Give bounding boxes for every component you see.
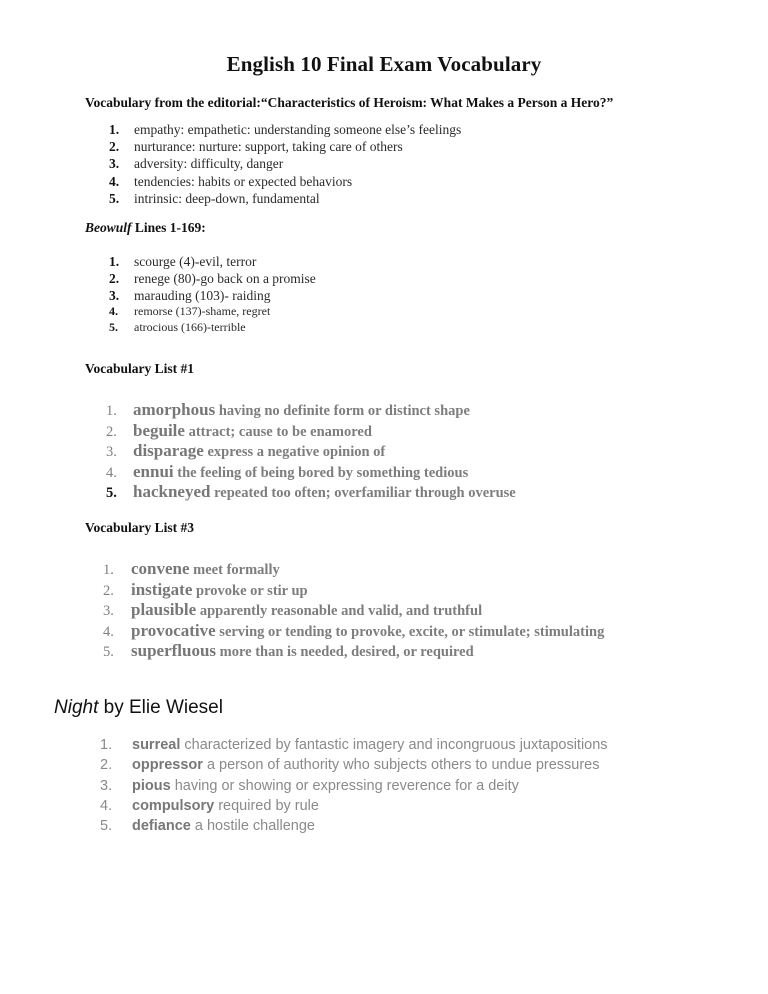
vocab-entry: nurturance: nurture: support, taking care of others	[134, 139, 403, 155]
list-item: 4. ennui the feeling of being bored by something tedious	[106, 461, 469, 481]
vocab-word: plausible	[131, 600, 197, 619]
list-item: 4. compulsory required by rule	[100, 797, 319, 814]
vocab-word: disparage	[133, 441, 204, 460]
vocab-word: superfluous	[131, 641, 217, 660]
list-item: 2. beguile attract; cause to be enamored	[106, 420, 372, 440]
vocab-word: amorphous	[133, 400, 216, 419]
list-item: 1. scourge (4)-evil, terror	[109, 254, 257, 269]
list-item: 2. oppressor a person of authority who subjects others to undue pressures	[100, 757, 600, 774]
list-item: 5. defiance a hostile challenge	[100, 818, 315, 835]
editorial-vocab-list	[109, 121, 461, 207]
vocab-definition: more than is needed, desired, or required	[216, 644, 474, 660]
list-item: 4. tendencies: habits or expected behaviors	[109, 173, 353, 189]
vocab-entry: atrocious (166)-terrible	[134, 319, 246, 334]
vocab-definition: express a negative opinion of	[203, 444, 386, 460]
list-item: 1. convene meet formally	[103, 559, 280, 578]
vocab-word: hackneyed	[133, 482, 211, 501]
list-item: 5. hackneyed repeated too often; overfamiliar through overuse	[106, 482, 516, 501]
vocab-entry: scourge (4)-evil, terror	[134, 254, 257, 269]
vocab-definition: apparently reasonable and valid, and truthful	[196, 603, 483, 619]
list-item: 4. remorse (137)-shame, regret	[109, 304, 271, 318]
vocab-entry: intrinsic: deep-down, fundamental	[134, 190, 320, 206]
night-heading: Night by Elie Wiesel	[54, 697, 223, 718]
editorial-heading: Vocabulary from the editorial:“Characteristics of Heroism: What Makes a Person a Hero?”	[85, 95, 614, 110]
vocab-list-3	[103, 559, 604, 662]
vocab-definition: a hostile challenge	[190, 818, 315, 835]
list-item: 2. instigate provoke or stir up	[103, 579, 308, 599]
list-item: 5. intrinsic: deep-down, fundamental	[109, 190, 320, 206]
vocab-word: ennui	[133, 461, 174, 481]
vocab-definition: repeated too often; overfamiliar through overuse	[210, 485, 516, 501]
vocab-entry: adversity: difficulty, danger	[134, 156, 284, 172]
vocab-definition: a person of authority who subjects others to undue pressures	[202, 757, 600, 774]
page-title: English 10 Final Exam Vocabulary	[226, 52, 542, 76]
list-item: 3. marauding (103)- raiding	[109, 288, 271, 303]
vocab-word: instigate	[131, 579, 193, 599]
list-item: 2. renege (80)-go back on a promise	[109, 271, 316, 286]
list-item: 3. adversity: difficulty, danger	[109, 156, 284, 172]
vocab-entry: remorse (137)-shame, regret	[134, 304, 271, 318]
list-item: 5. superfluous more than is needed, desired, or required	[103, 641, 474, 660]
vocab-word: provocative	[131, 620, 216, 640]
vocab-entry: renege (80)-go back on a promise	[134, 271, 316, 286]
vocab-list-3-heading: Vocabulary List #3	[85, 520, 195, 535]
vocab-word: surreal	[132, 737, 181, 753]
list-item: 3. disparage express a negative opinion of	[106, 441, 386, 460]
list-item: 2. nurturance: nurture: support, taking care of others	[109, 139, 403, 155]
vocab-word: oppressor	[132, 757, 203, 774]
list-item: 3. plausible apparently reasonable and valid, and truthful	[103, 600, 483, 619]
vocab-definition: required by rule	[214, 797, 319, 814]
vocab-definition: serving or tending to provoke, excite, or stimulate; stimulating	[215, 623, 605, 640]
vocab-definition: characterized by fantastic imagery and incongruous juxtapositions	[180, 737, 608, 753]
night-vocab-list	[100, 735, 608, 836]
list-item: 3. pious having or showing or expressing reverence for a deity	[100, 777, 519, 794]
list-item: 5. atrocious (166)-terrible	[109, 319, 246, 334]
vocab-definition: attract; cause to be enamored	[184, 423, 372, 440]
vocab-word: beguile	[133, 420, 185, 440]
vocab-entry: marauding (103)- raiding	[134, 288, 271, 303]
vocab-definition: the feeling of being bored by something tedious	[173, 464, 469, 481]
list-item: 1. empathy: empathetic: understanding someone else’s feelings	[109, 122, 462, 137]
vocab-word: pious	[132, 777, 171, 794]
vocab-list-1-heading: Vocabulary List #1	[85, 361, 195, 376]
vocab-word: convene	[131, 559, 190, 578]
vocab-definition: provoke or stir up	[192, 582, 308, 599]
list-item: 1. amorphous having no definite form or distinct shape	[106, 400, 470, 419]
vocab-entry: empathy: empathetic: understanding someone else’s feelings	[134, 122, 462, 137]
list-item: 1. surreal characterized by fantastic imagery and incongruous juxtapositions	[100, 737, 608, 753]
vocab-definition: having no definite form or distinct shape	[215, 403, 470, 419]
vocab-definition: meet formally	[189, 562, 280, 578]
list-item: 4. provocative serving or tending to provoke, excite, or stimulate; stimulating	[103, 620, 605, 640]
vocab-word: defiance	[132, 818, 191, 835]
vocab-word: compulsory	[132, 797, 215, 814]
vocab-entry: tendencies: habits or expected behaviors	[134, 173, 353, 189]
vocab-list-1	[106, 400, 516, 503]
beowulf-vocab-list	[109, 253, 316, 335]
vocab-definition: having or showing or expressing reverence for a deity	[170, 777, 519, 794]
beowulf-heading: Beowulf Lines 1-169:	[85, 220, 206, 235]
